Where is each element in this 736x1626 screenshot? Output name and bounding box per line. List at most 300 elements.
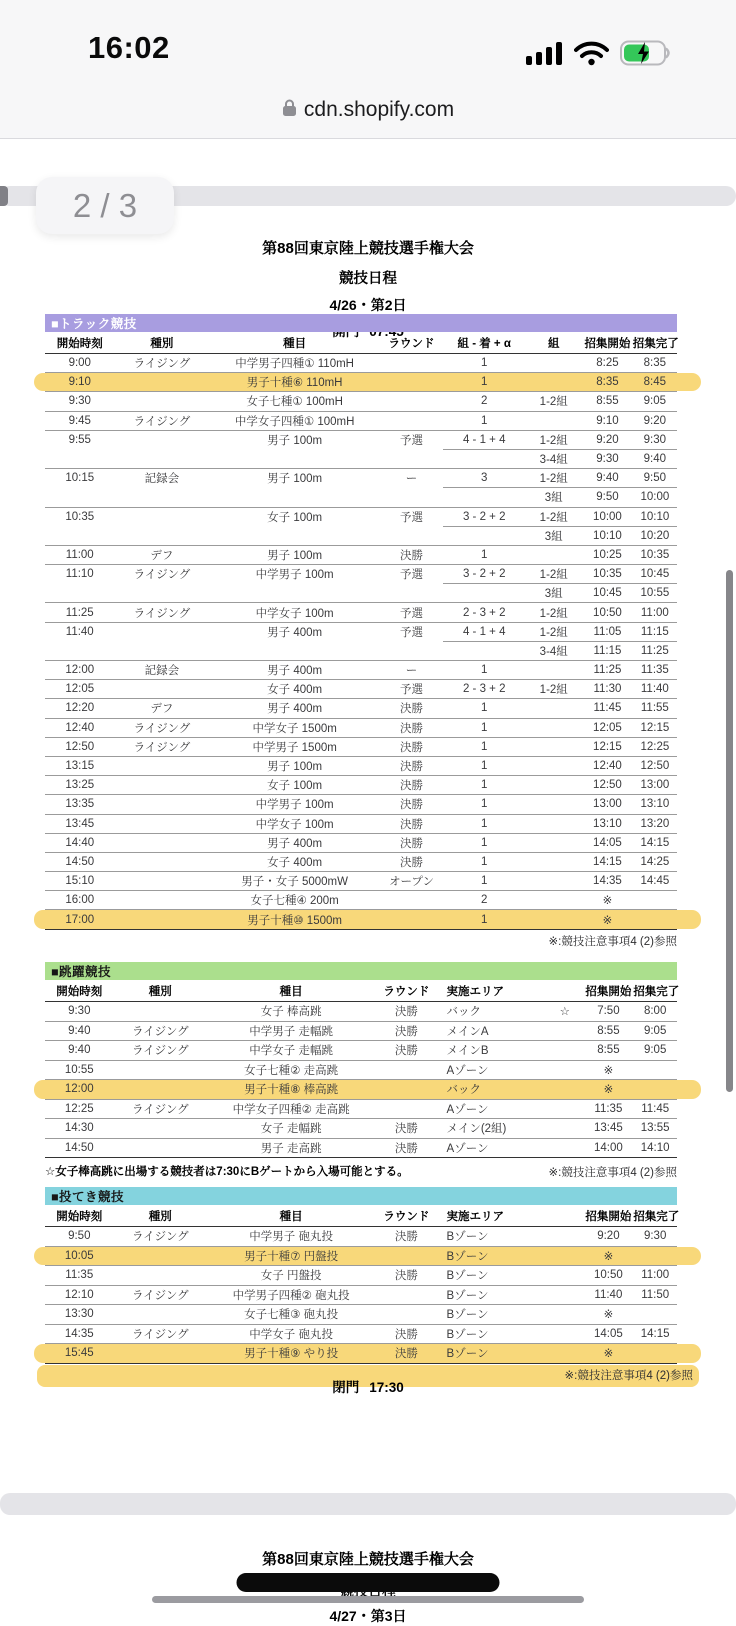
cell [115, 430, 210, 449]
cell [380, 584, 443, 603]
column-header [546, 1206, 583, 1227]
cell: 1 [443, 756, 525, 775]
cell: 男子 走高跳 [207, 1138, 375, 1158]
cell: 3組 [525, 526, 582, 545]
section-jump [45, 962, 680, 1180]
cell [375, 1285, 437, 1305]
cell: 女子 100m [209, 776, 380, 795]
schedule-row [45, 1060, 677, 1080]
cell: 8:00 [643, 1005, 667, 1018]
cell [45, 449, 115, 468]
cell: 1 [443, 872, 525, 891]
cell: 記録会 [115, 469, 210, 488]
cell: 決勝 [375, 1041, 437, 1061]
column-header: 組 [525, 333, 582, 354]
cell: 13:35 [45, 795, 115, 814]
schedule-row [45, 661, 677, 680]
cell: 1 [443, 776, 525, 795]
cell: ライジング [115, 737, 210, 756]
cell [115, 891, 210, 910]
cell [209, 526, 380, 545]
cell: 男子・女子 5000mW [209, 872, 380, 891]
wifi-icon [574, 41, 609, 71]
cell: 3 [443, 469, 525, 488]
cell [546, 1060, 583, 1080]
footnote-jump-left: ☆女子棒高跳に出場する競技者は7:30にBゲートから入場可能とする。 [45, 1165, 409, 1178]
cell: 中学女子 砲丸投 [207, 1324, 375, 1344]
cell: 決勝 [375, 1266, 437, 1286]
cell [443, 526, 525, 545]
cell: 決勝 [380, 756, 443, 775]
redaction-pill [237, 1573, 500, 1592]
cell: 10:45 [582, 584, 633, 603]
cell: 1 [443, 910, 525, 929]
cell: 男子十種⑨ やり投 [207, 1344, 375, 1364]
battery-charging-icon [620, 40, 672, 71]
cell: 14:15 [582, 852, 633, 871]
cell: 10:15 [45, 469, 115, 488]
cell: 12:50 [633, 756, 677, 775]
cell: 3 - 2 + 2 [443, 565, 525, 584]
cell: 11:15 [582, 641, 633, 660]
cell [209, 449, 380, 468]
cell: 11:05 [582, 622, 633, 641]
cell: 9:50 [633, 469, 677, 488]
cell: 1 [443, 373, 525, 392]
cell: 1 [443, 737, 525, 756]
cell: 13:20 [633, 814, 677, 833]
cell: Bゾーン [446, 1231, 489, 1244]
cell [114, 1060, 207, 1080]
cell: 中学女子 100m [209, 814, 380, 833]
cell: 予選 [380, 430, 443, 449]
cell: 11:35 [633, 661, 677, 680]
next-page-stack [0, 1573, 736, 1624]
cell [115, 872, 210, 891]
schedule-row [45, 1138, 677, 1158]
cell: 男子 100m [209, 469, 380, 488]
cell: 11:25 [633, 641, 677, 660]
schedule-row [45, 565, 677, 584]
cell: 1 [443, 718, 525, 737]
cell: 男子十種⑧ 棒高跳 [207, 1080, 375, 1100]
cell [380, 910, 443, 929]
cell: Aゾーン [438, 1060, 547, 1080]
schedule-row [45, 507, 677, 526]
cell: 9:30 [582, 449, 633, 468]
cell: 9:50 [68, 1230, 91, 1243]
cell: 13:10 [633, 795, 677, 814]
cell: デフ [115, 699, 210, 718]
cell: 11:10 [45, 565, 115, 584]
cell: 記録会 [115, 661, 210, 680]
cell: 14:25 [633, 852, 677, 871]
schedule-row [45, 1227, 677, 1247]
cell: 8:55 [583, 1041, 633, 1061]
cell: 10:50 [582, 603, 633, 622]
cell: 決勝 [380, 814, 443, 833]
cell: メインA [438, 1021, 547, 1041]
cell: 11:00 [633, 603, 677, 622]
cell: 予選 [380, 680, 443, 699]
cell: ☆ [559, 1006, 570, 1019]
column-header [546, 981, 583, 1002]
cell: 15:45 [45, 1344, 114, 1364]
schedule-row [45, 469, 677, 488]
cell: 11:45 [582, 699, 633, 718]
cell: 9:50 [582, 488, 633, 507]
cell: 1-2組 [525, 565, 582, 584]
cell: 13:15 [45, 756, 115, 775]
cell: 1-2組 [525, 603, 582, 622]
cell: 男子十種⑥ 110mH [209, 373, 380, 392]
cell [115, 795, 210, 814]
cell: 2 [443, 392, 525, 411]
cell: 決勝 [380, 718, 443, 737]
cell [115, 507, 210, 526]
schedule-row [45, 737, 677, 756]
cell: 15:10 [45, 872, 115, 891]
cell: 9:40 [582, 469, 633, 488]
cell: 決勝 [375, 1119, 437, 1139]
cell: 10:10 [633, 507, 677, 526]
cell [525, 852, 582, 871]
schedule-row [45, 526, 677, 545]
cell [525, 661, 582, 680]
column-header: 組 - 着 + α [443, 333, 525, 354]
column-header: 招集完了 [633, 981, 677, 1002]
cell: 10:35 [582, 565, 633, 584]
section-bar-throw: ■投てき競技 [45, 1187, 677, 1205]
document-subtitle: 競技日程 [339, 271, 397, 287]
section-bar-track: ■トラック競技 [45, 314, 677, 332]
cell: ー [380, 469, 443, 488]
cell: 中学男子 砲丸投 [249, 1231, 333, 1244]
cell: 9:20 [597, 1230, 620, 1243]
cell: 1 [481, 357, 488, 370]
cell: 女子七種④ 200m [209, 891, 380, 910]
cell: 14:15 [633, 1324, 677, 1344]
column-header: 種目 [209, 333, 380, 354]
cell: 14:35 [582, 872, 633, 891]
cell: 12:40 [45, 718, 115, 737]
schedule-row [45, 910, 677, 929]
cell: 予選 [380, 565, 443, 584]
cell: 男子 100m [209, 430, 380, 449]
column-header: 招集完了 [633, 1206, 677, 1227]
cell [380, 411, 443, 430]
cell: 14:50 [45, 1138, 114, 1158]
scrollbar-thumb[interactable] [726, 570, 733, 1092]
cell: 中学男子 走幅跳 [207, 1021, 375, 1041]
cell: Bゾーン [438, 1246, 547, 1266]
cell: 11:15 [633, 622, 677, 641]
cell [375, 1099, 437, 1119]
section-track [45, 314, 677, 949]
page-separator-edge [0, 186, 8, 206]
column-header: 招集開始 [582, 333, 633, 354]
next-page-title: 第88回東京陸上競技選手権大会 [262, 1551, 474, 1568]
cell: 10:05 [45, 1246, 114, 1266]
cell: ライジング [115, 603, 210, 622]
cell [633, 1246, 677, 1266]
cell [114, 1305, 207, 1325]
cell: 12:15 [633, 718, 677, 737]
cell: 10:00 [633, 488, 677, 507]
cell: 13:45 [45, 814, 115, 833]
cell: ライジング [114, 1285, 207, 1305]
schedule-row [45, 488, 677, 507]
cell: 3組 [525, 488, 582, 507]
schedule-row [45, 1041, 677, 1061]
schedule-row [45, 1246, 677, 1266]
column-header: 種別 [114, 1206, 207, 1227]
schedule-row [45, 833, 677, 852]
cell: 男子 400m [209, 661, 380, 680]
cell: Bゾーン [438, 1344, 547, 1364]
cell: ※ [582, 891, 633, 910]
schedule-row [45, 872, 677, 891]
footnote-jump [45, 1161, 677, 1180]
cell: 1 [443, 411, 525, 430]
cell [380, 449, 443, 468]
cell [633, 910, 677, 929]
cell [209, 488, 380, 507]
cell: 1 [443, 795, 525, 814]
cell: 14:40 [45, 833, 115, 852]
cell: ライジング [114, 1021, 207, 1041]
cell: 10:50 [583, 1266, 633, 1286]
column-header: 招集開始 [583, 981, 633, 1002]
cell: 中学女子 走幅跳 [207, 1041, 375, 1061]
cell: 9:05 [633, 1041, 677, 1061]
column-header: 種目 [207, 981, 375, 1002]
schedule-row [45, 354, 677, 373]
cell: 14:45 [633, 872, 677, 891]
cell [380, 392, 443, 411]
cell [380, 641, 443, 660]
schedule-row [45, 373, 677, 392]
cell: 女子 400m [209, 852, 380, 871]
cell [525, 545, 582, 564]
cell: 14:15 [633, 833, 677, 852]
cell: ※ [582, 910, 633, 929]
cell: 9:30 [68, 1005, 91, 1018]
cell: 予選 [380, 622, 443, 641]
cell: 12:05 [582, 718, 633, 737]
cell [546, 1099, 583, 1119]
cell: 13:55 [633, 1119, 677, 1139]
schedule-row [45, 603, 677, 622]
cell [525, 776, 582, 795]
cell [115, 622, 210, 641]
cell [115, 526, 210, 545]
cell [115, 814, 210, 833]
cell: 女子 100m [209, 507, 380, 526]
cell: 予選 [380, 507, 443, 526]
cell: 16:00 [45, 891, 115, 910]
schedule-row [45, 1266, 677, 1286]
schedule-row [45, 392, 677, 411]
cell [375, 1305, 437, 1325]
cell: 9:30 [643, 1230, 667, 1243]
cell: 中学女子 100m [209, 603, 380, 622]
cell: ※ [583, 1344, 633, 1364]
cell: ライジング [114, 1324, 207, 1344]
cell [546, 1266, 583, 1286]
cell: 8:35 [582, 373, 633, 392]
cell: 1 [443, 661, 525, 680]
cell: 13:00 [582, 795, 633, 814]
status-icons [526, 40, 672, 71]
schedule-table-throw [45, 1206, 680, 1364]
document-date: 4/26・第2日 [329, 297, 407, 313]
schedule-row [45, 622, 677, 641]
cell: 8:25 [596, 357, 619, 370]
status-time: 16:02 [88, 30, 170, 65]
cell [114, 1138, 207, 1158]
cell [443, 584, 525, 603]
cell [525, 814, 582, 833]
cell: 10:00 [582, 507, 633, 526]
cell: 12:10 [45, 1285, 114, 1305]
schedule-row [45, 795, 677, 814]
schedule-row [45, 1344, 677, 1364]
cell: 10:35 [45, 507, 115, 526]
cell: 中学男子 1500m [209, 737, 380, 756]
cell: 11:40 [45, 622, 115, 641]
cell: 決勝 [380, 699, 443, 718]
cell: 3-4組 [525, 449, 582, 468]
cell: 11:40 [633, 680, 677, 699]
cell [45, 526, 115, 545]
cell [115, 852, 210, 871]
cell: ー [380, 661, 443, 680]
cell [45, 584, 115, 603]
schedule-row [45, 891, 677, 910]
cell: 決勝 [380, 795, 443, 814]
cell: 13:00 [633, 776, 677, 795]
cell: 12:50 [582, 776, 633, 795]
cell [114, 1002, 207, 1022]
cell: 1-2組 [525, 430, 582, 449]
cell [115, 373, 210, 392]
cell: ※ [583, 1305, 633, 1325]
column-header: 開始時刻 [45, 333, 115, 354]
cell: 12:00 [45, 1080, 114, 1100]
column-header: 招集開始 [583, 1206, 633, 1227]
cell: Aゾーン [438, 1138, 547, 1158]
cell: 12:25 [45, 1099, 114, 1119]
schedule-row [45, 776, 677, 795]
cell: 12:40 [582, 756, 633, 775]
cell: 男子十種⑦ 円盤投 [207, 1246, 375, 1266]
cell [525, 891, 582, 910]
cell: 中学男子 100m [209, 795, 380, 814]
cell: ライジング [115, 565, 210, 584]
cell: 14:35 [45, 1324, 114, 1344]
cell: 男子 100m [209, 756, 380, 775]
cell [546, 1246, 583, 1266]
cell: 13:45 [583, 1119, 633, 1139]
cell: 12:05 [45, 680, 115, 699]
cell: 決勝 [394, 1006, 418, 1019]
cell: 11:55 [633, 699, 677, 718]
cell: 11:25 [582, 661, 633, 680]
cell: Bゾーン [438, 1324, 547, 1344]
cell [525, 354, 582, 373]
cell [115, 776, 210, 795]
cell [525, 833, 582, 852]
pdf-page-indicator: 2 / 3 [36, 177, 174, 234]
cell: 13:30 [45, 1305, 114, 1325]
cell: 決勝 [380, 833, 443, 852]
cell [114, 1344, 207, 1364]
schedule-table-track-host [45, 333, 677, 930]
cell: 12:20 [45, 699, 115, 718]
cell [525, 699, 582, 718]
cell: 14:00 [583, 1138, 633, 1158]
cell: 11:25 [45, 603, 115, 622]
cell [209, 584, 380, 603]
cell [546, 1041, 583, 1061]
cell: 10:10 [582, 526, 633, 545]
cell [380, 891, 443, 910]
lock-icon [282, 98, 297, 122]
cell: 10:45 [633, 565, 677, 584]
cell: 8:35 [643, 357, 667, 370]
url-bar[interactable] [0, 98, 736, 122]
cell: 決勝 [375, 1344, 437, 1364]
cell: 4 - 1 + 4 [443, 622, 525, 641]
cell [375, 1246, 437, 1266]
cell [115, 833, 210, 852]
footnote-jump-right: ※:競技注意事項4 (2)参照 [548, 1167, 677, 1179]
cell [380, 354, 443, 373]
cell: 女子七種② 走高跳 [207, 1060, 375, 1080]
cell [525, 718, 582, 737]
schedule-row [45, 1002, 677, 1022]
cell: 9:05 [633, 392, 677, 411]
cell: 9:05 [633, 1021, 677, 1041]
schedule-row [45, 699, 677, 718]
cell: 9:20 [582, 430, 633, 449]
cell: 11:30 [582, 680, 633, 699]
cell [546, 1285, 583, 1305]
cell: 13:25 [45, 776, 115, 795]
schedule-row [45, 680, 677, 699]
cell: 9:40 [45, 1021, 114, 1041]
column-header: 招集完了 [633, 333, 677, 354]
cell: 4 - 1 + 4 [443, 430, 525, 449]
schedule-table-jump-host [45, 981, 680, 1158]
schedule-row [45, 756, 677, 775]
column-header: 実施エリア [438, 1206, 547, 1227]
cell: 女子七種① 100mH [209, 392, 380, 411]
cell: バック [438, 1080, 547, 1100]
cell: ライジング [114, 1041, 207, 1061]
schedule-row [45, 718, 677, 737]
column-header: ラウンド [375, 1206, 437, 1227]
cell: 1-2組 [525, 680, 582, 699]
cell [115, 641, 210, 660]
cell: 中学女子四種② 走高跳 [207, 1099, 375, 1119]
cell [633, 1060, 677, 1080]
cell: 8:55 [583, 1021, 633, 1041]
cell: 14:30 [45, 1119, 114, 1139]
cell: 2 - 3 + 2 [443, 603, 525, 622]
cell: 中学女子四種① 100mH [209, 411, 380, 430]
